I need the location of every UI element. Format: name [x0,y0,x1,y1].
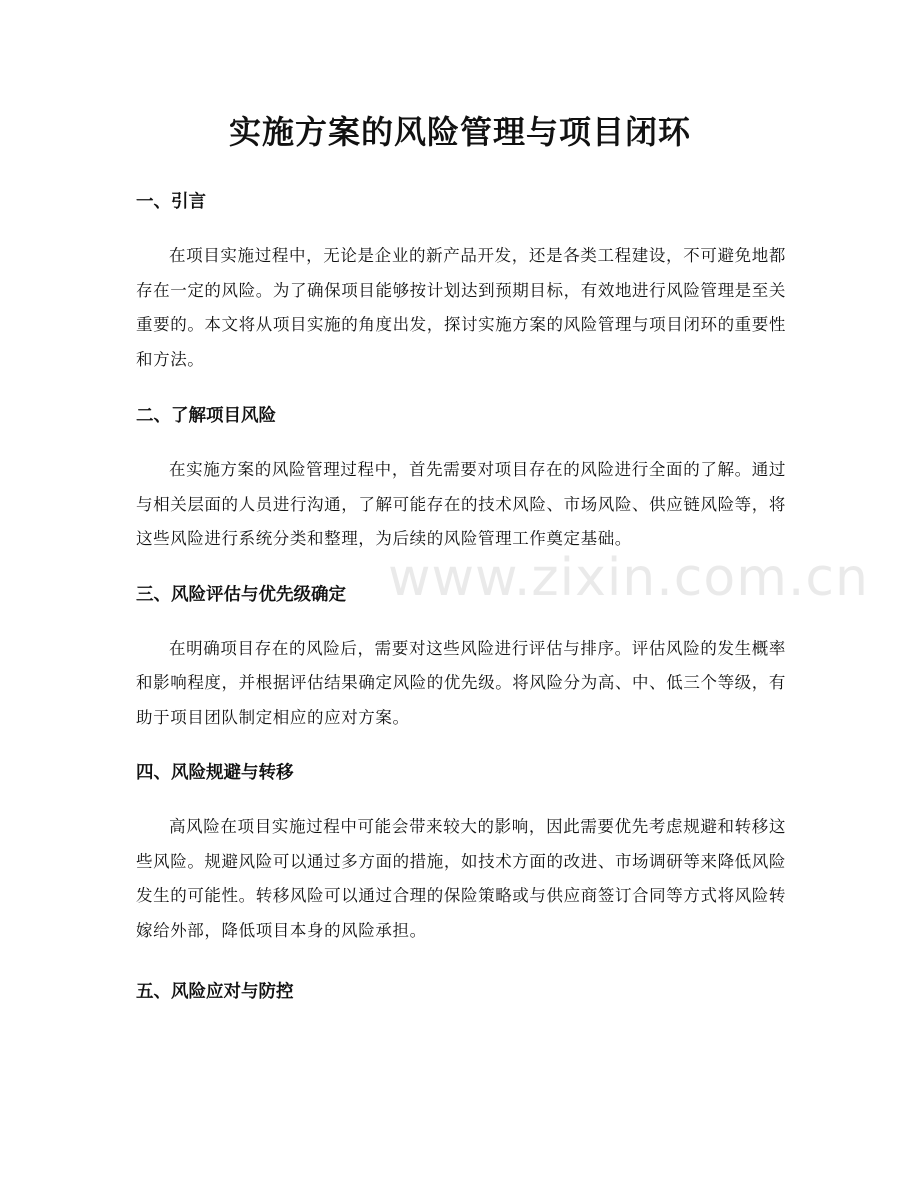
section-paragraph-understand-risk: 在实施方案的风险管理过程中，首先需要对项目存在的风险进行全面的了解。通过与相关层面的人员进行沟通，了解可能存在的技术风险、市场风险、供应链风险等，将这些风险进行系统分类和整理，为后续的风险管理工作奠定基础。 [136,460,786,548]
section-paragraph-risk-avoidance: 高风险在项目实施过程中可能会带来较大的影响，因此需要优先考虑规避和转移这些风险。规避风险可以通过多方面的措施，如技术方面的改进、市场调研等来降低风险发生的可能性。转移风险可以通过合理的保险策略或与供应商签订合同等方式将风险转嫁给外部，降低项目本身的风险承担。 [136,817,786,940]
section-paragraph-introduction: 在项目实施过程中，无论是企业的新产品开发，还是各类工程建设，不可避免地都存在一定的风险。为了确保项目能够按计划达到预期目标，有效地进行风险管理是至关重要的。本文将从项目实施的角度出发，探讨实施方案的风险管理与项目闭环的重要性和方法。 [136,246,786,369]
section-heading-introduction: 一、引言 [136,192,206,212]
section-paragraph-risk-assessment: 在明确项目存在的风险后，需要对这些风险进行评估与排序。评估风险的发生概率和影响程度，并根据评估结果确定风险的优先级。将风险分为高、中、低三个等级，有助于项目团队制定相应的应对方案。 [136,638,786,727]
document-title: 实施方案的风险管理与项目闭环 [228,113,691,151]
watermark-text: www.zixin.com.cn [388,548,869,608]
document-body [136,184,786,1010]
section-heading-risk-response: 五、风险应对与防控 [136,982,294,1002]
section-heading-understand-risk: 二、了解项目风险 [136,406,276,426]
section-heading-risk-avoidance: 四、风险规避与转移 [136,763,294,783]
section-heading-risk-assessment: 三、风险评估与优先级确定 [136,584,346,605]
